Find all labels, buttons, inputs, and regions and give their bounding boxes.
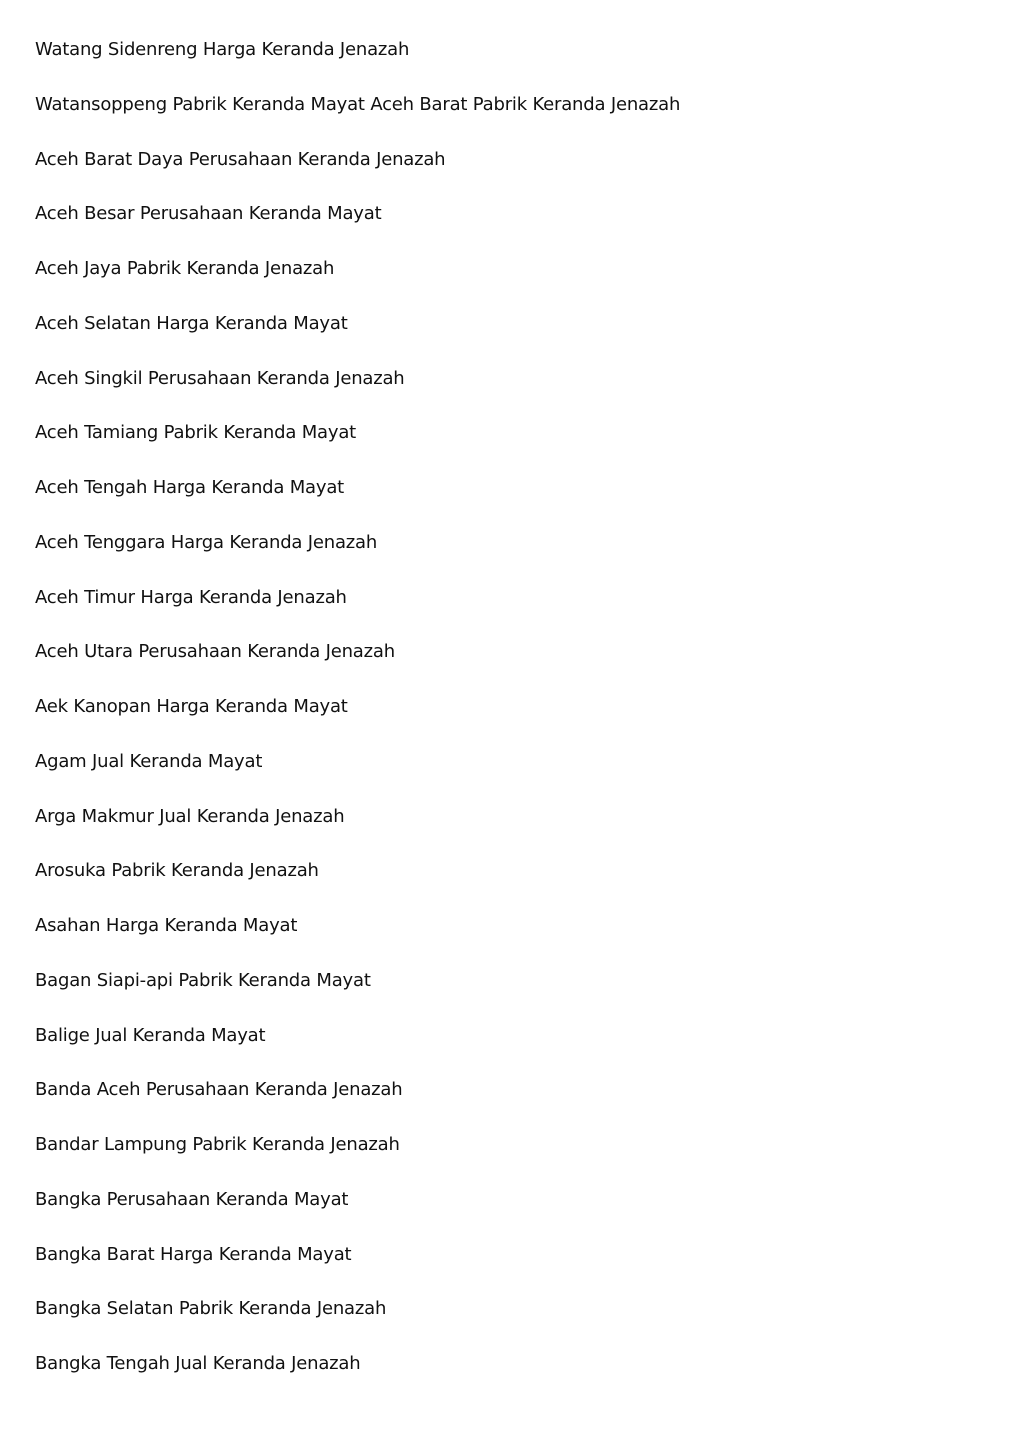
text-line: Aceh Besar Perusahaan Keranda Mayat: [35, 203, 382, 225]
text-line: Aek Kanopan Harga Keranda Mayat: [35, 696, 348, 717]
text-line: Watang Sidenreng Harga Keranda Jenazah: [35, 39, 410, 60]
text-line: Agam Jual Keranda Mayat: [35, 750, 263, 772]
text-line: Banda Aceh Perusahaan Keranda Jenazah: [35, 1079, 403, 1101]
text-line: Aceh Barat Daya Perusahaan Keranda Jenazah: [35, 148, 446, 170]
text-line: Aceh Tengah Harga Keranda Mayat: [35, 477, 345, 498]
text-line: Bangka Tengah Jual Keranda Jenazah: [35, 1353, 361, 1374]
text-line: Aceh Tamiang Pabrik Keranda Mayat: [35, 422, 357, 444]
text-line: Arosuka Pabrik Keranda Jenazah: [35, 860, 319, 882]
text-line: Bagan Siapi-api Pabrik Keranda Mayat: [35, 969, 371, 991]
text-line: Bangka Selatan Pabrik Keranda Jenazah: [35, 1298, 387, 1320]
text-line: Balige Jual Keranda Mayat: [35, 1024, 266, 1046]
text-line: Bangka Barat Harga Keranda Mayat: [35, 1243, 352, 1265]
text-line: Bangka Perusahaan Keranda Mayat: [35, 1188, 349, 1210]
text-line: Aceh Timur Harga Keranda Jenazah: [35, 586, 347, 608]
text-line: Bandar Lampung Pabrik Keranda Jenazah: [35, 1134, 400, 1155]
text-line-list: [35, 37, 680, 1406]
text-line: Aceh Tenggara Harga Keranda Jenazah: [35, 531, 378, 553]
text-line: Arga Makmur Jual Keranda Jenazah: [35, 805, 345, 827]
text-line: Aceh Selatan Harga Keranda Mayat: [35, 312, 348, 334]
text-line: Watansoppeng Pabrik Keranda Mayat Aceh Barat Pabrik Keranda Jenazah: [35, 93, 681, 115]
text-line: Asahan Harga Keranda Mayat: [35, 915, 298, 936]
text-line: Aceh Utara Perusahaan Keranda Jenazah: [35, 641, 395, 663]
text-line: Aceh Jaya Pabrik Keranda Jenazah: [35, 258, 335, 279]
text-line: Aceh Singkil Perusahaan Keranda Jenazah: [35, 367, 405, 389]
